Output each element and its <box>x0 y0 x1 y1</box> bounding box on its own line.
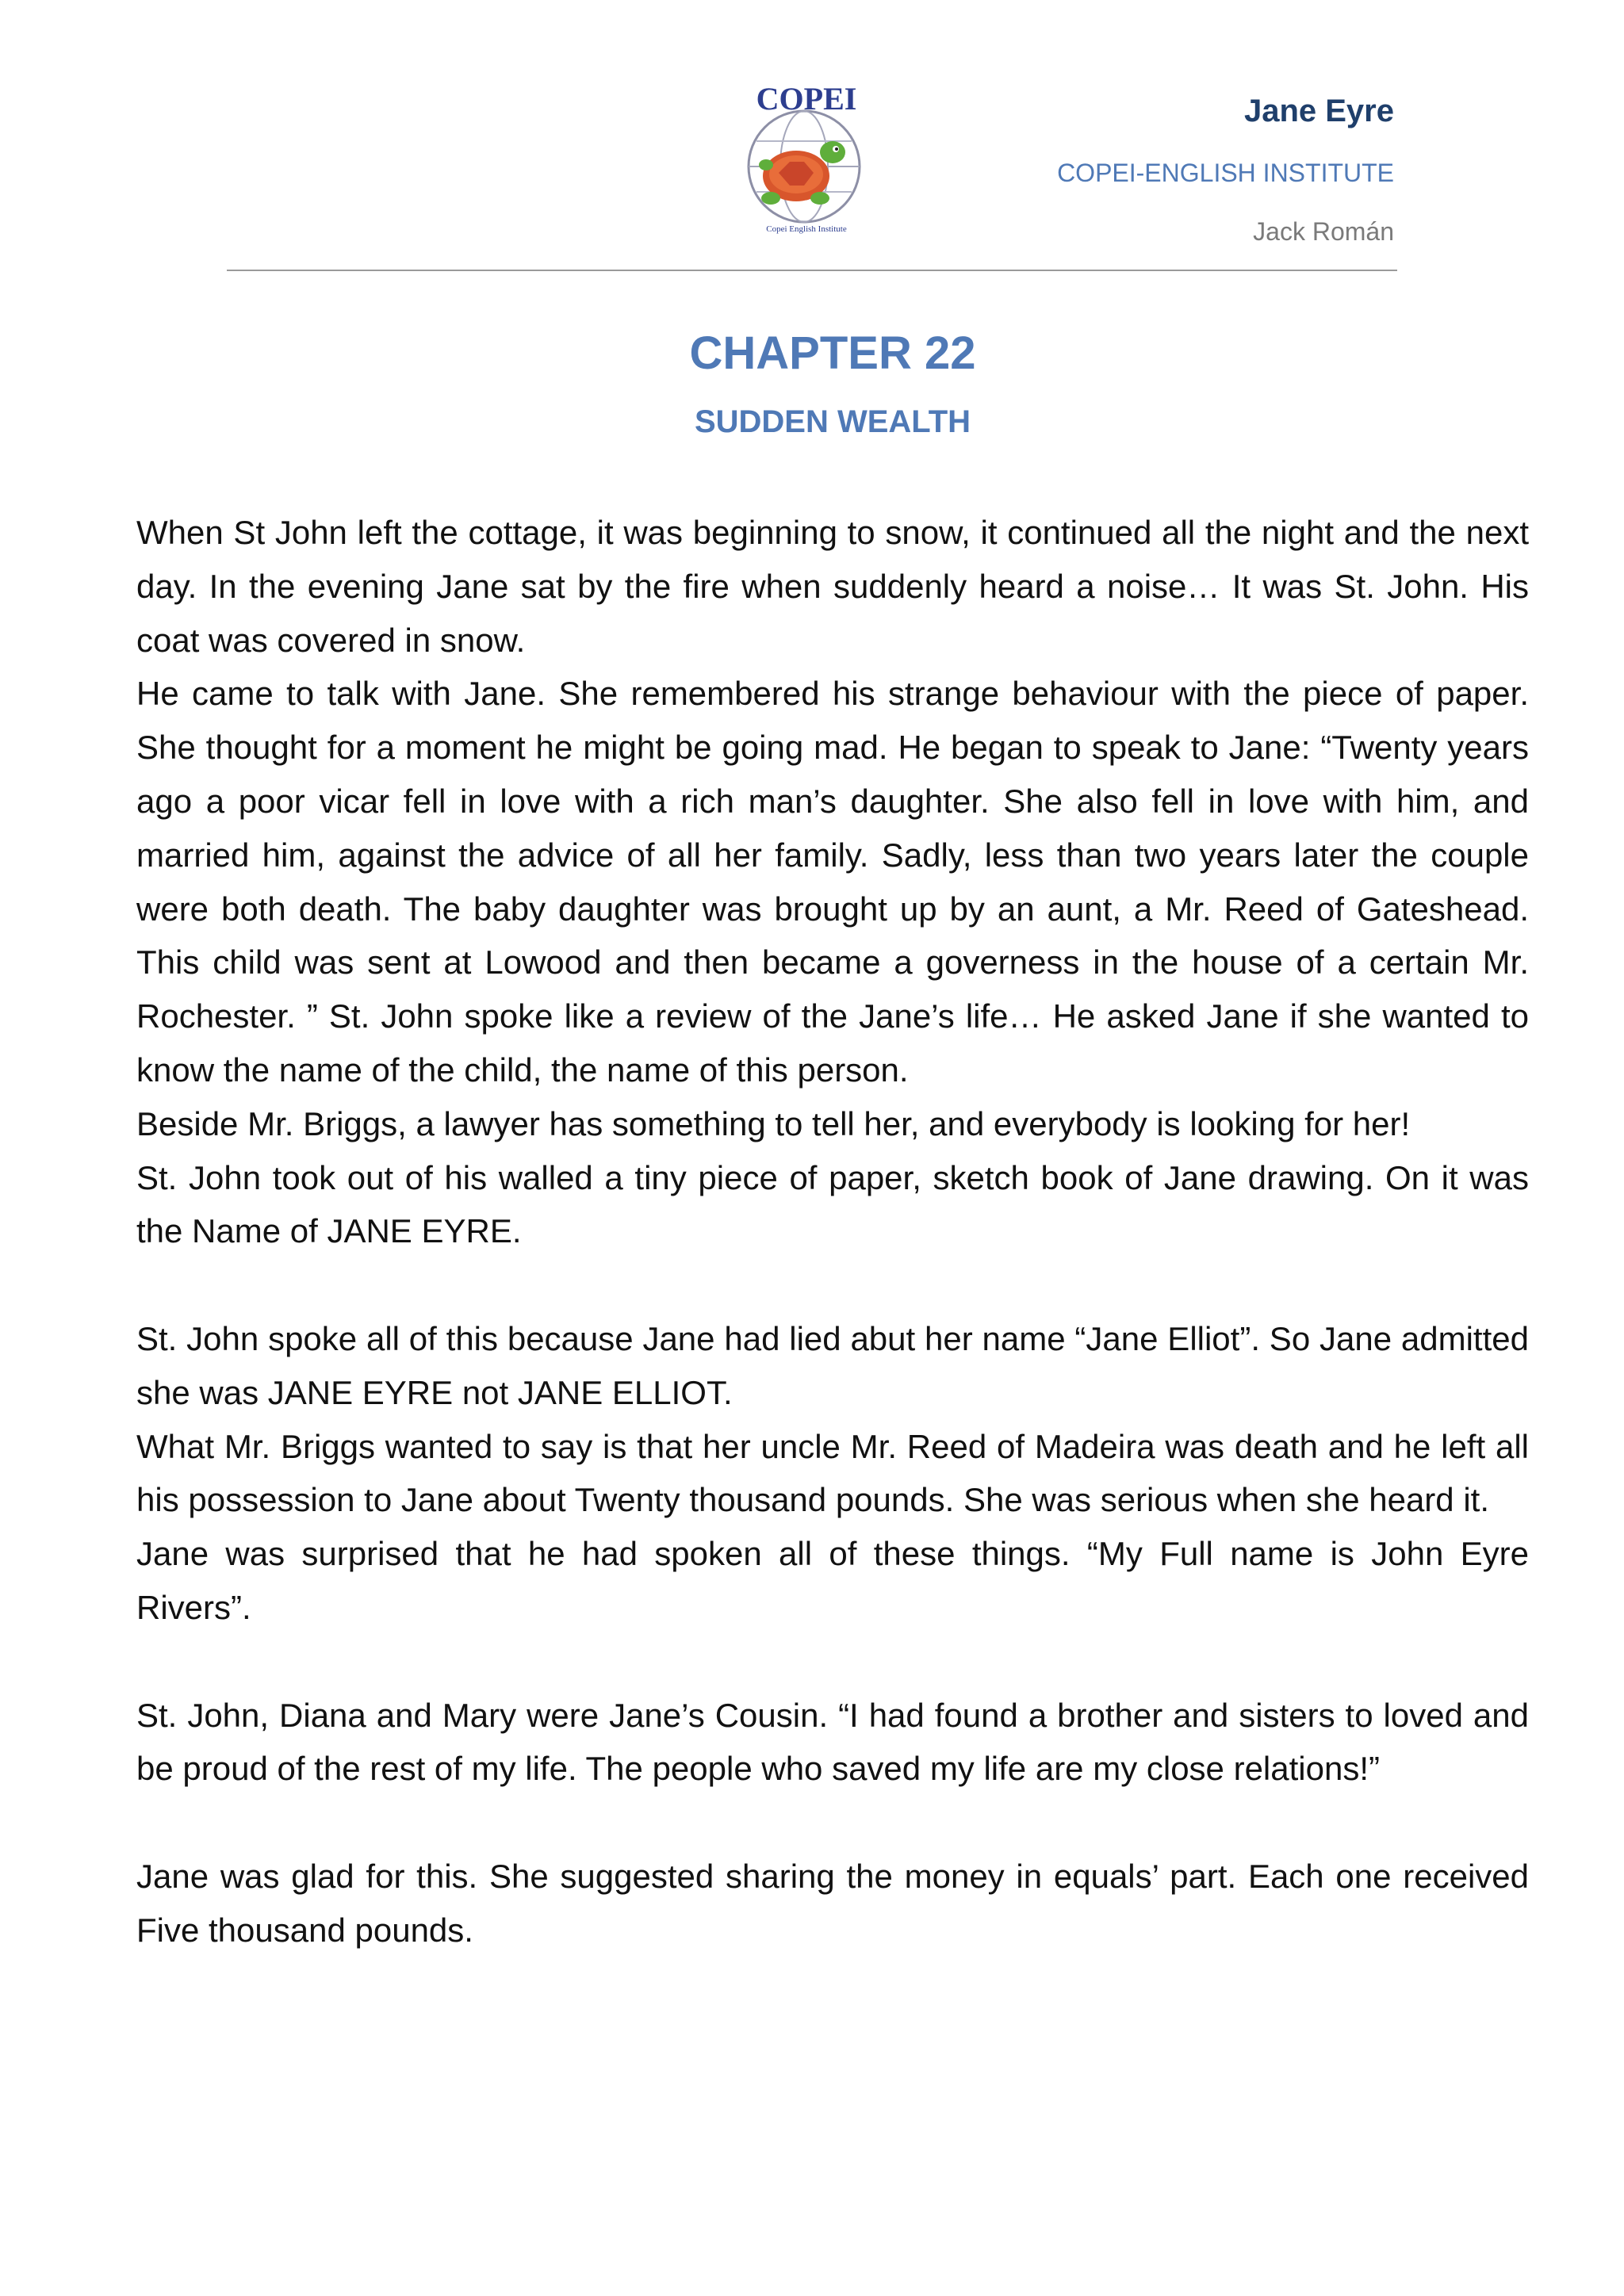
paragraph: St. John spoke all of this because Jane had lied abut her name “Jane Elliot”. So Jane admitted she was JANE EYRE not JANE ELLIOT. <box>136 1319 1529 1411</box>
paragraph: St. John took out of his walled a tiny piece of paper, sketch book of Jane drawing. On it was the Name of JANE EYRE. <box>136 1158 1529 1250</box>
paragraph: When St John left the cottage, it was beginning to snow, it continued all the night and the next day. In the evening Jane sat by the fire when suddenly heard a noise… It was St. John. His coat was covered in snow. <box>136 514 1529 659</box>
paragraph: He came to talk with Jane. She remembered his strange behaviour with the piece of paper. She thought for a moment he might be going mad. He began to speak to Jane: “Twenty years ago a poor vicar fell in love with a rich man’s daughter. She also fell in love with him, and married him, against the advice of all her family. Sadly, less than two years later the couple were both death. The baby daughter was brought up by an aunt, a Mr. Reed of Gateshead. This child was sent at Lowood and then became a governess in the house of a certain Mr. Rochester. ” St. John spoke like a review of the Jane’s life… He asked Jane if she wanted to know the name of the child, the name of this person. <box>136 675 1529 1089</box>
logo-caption: Copei English Institute <box>766 224 847 234</box>
chapter-title: CHAPTER 22 <box>689 327 976 379</box>
author-name: Jack Román <box>1253 217 1394 246</box>
paragraph-spacer <box>136 1796 1529 1850</box>
paragraph-spacer <box>136 1258 1529 1312</box>
chapter-body <box>136 506 1529 1957</box>
copei-logo <box>731 79 882 238</box>
paragraph: Beside Mr. Briggs, a lawyer has something to tell her, and everybody is looking for her! <box>136 1104 1411 1142</box>
paragraph: What Mr. Briggs wanted to say is that her uncle Mr. Reed of Madeira was death and he left all his possession to Jane about Twenty thousand pounds. She was serious when she heard it. <box>136 1427 1529 1519</box>
paragraph: Jane was glad for this. She suggested sharing the money in equals’ part. Each one received Five thousand pounds. <box>136 1857 1529 1949</box>
institute-name: COPEI-ENGLISH INSTITUTE <box>1057 159 1394 187</box>
paragraph: Jane was surprised that he had spoken all of these things. “My Full name is John Eyre Rivers”. <box>136 1535 1529 1626</box>
turtle-globe-icon <box>731 79 882 238</box>
paragraph-spacer <box>136 1635 1529 1689</box>
header-info <box>1057 95 1394 244</box>
chapter-subtitle: SUDDEN WEALTH <box>694 404 971 439</box>
paragraph: St. John, Diana and Mary were Jane’s Cousin. “I had found a brother and sisters to loved and be proud of the rest of my life. The people who saved my life are my close relations!” <box>136 1696 1529 1788</box>
book-title: Jane Eyre <box>1243 94 1394 128</box>
header-divider <box>227 270 1397 271</box>
logo-text: COPEI <box>756 81 857 117</box>
